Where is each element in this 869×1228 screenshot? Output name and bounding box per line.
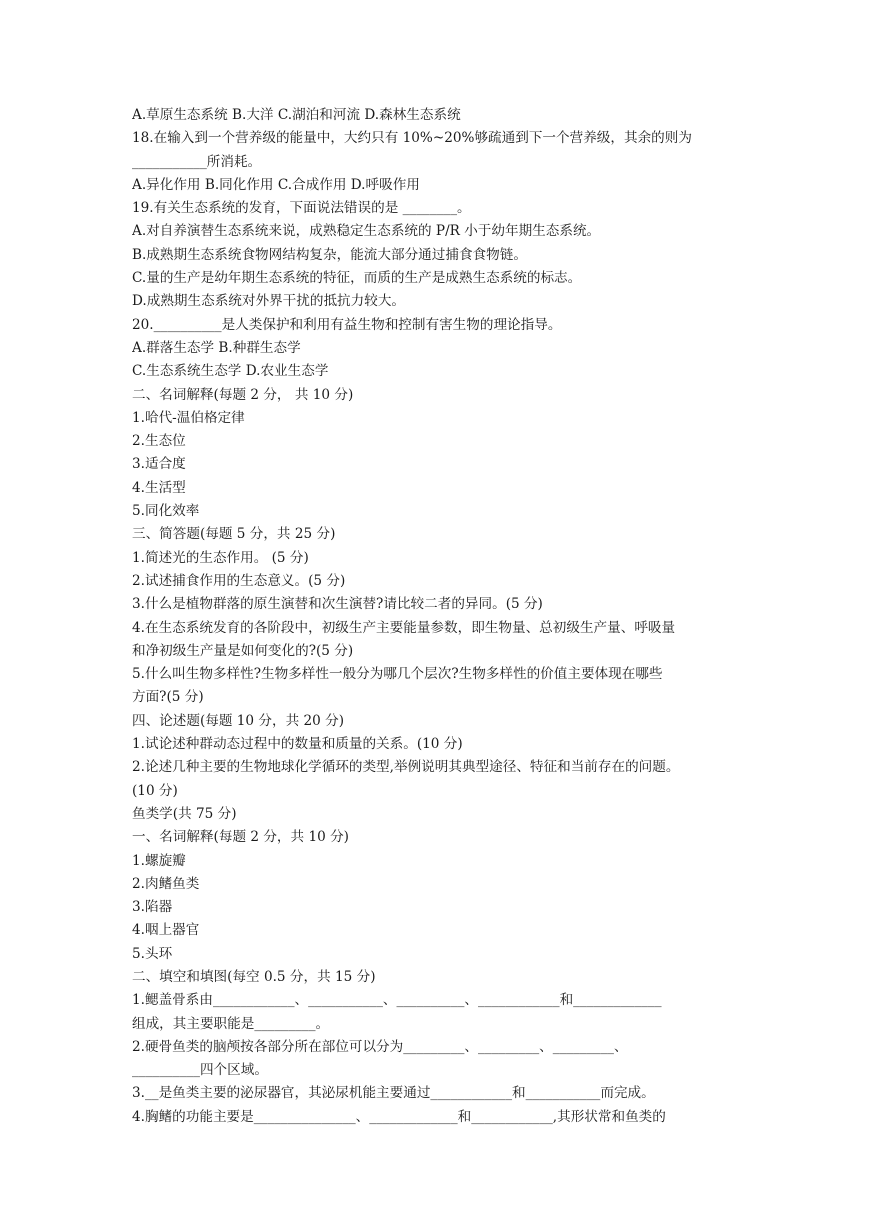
document-page — [132, 104, 740, 1129]
section-heading: 二、名词解释(每题 2 分， 共 10 分) — [132, 386, 354, 403]
text-line: 2.肉鳍鱼类 — [132, 875, 200, 892]
text-line: 2.硬骨鱼类的脑颅按各部分所在部位可以分为_________、_________、_________、 — [132, 1038, 628, 1055]
text-line: 3.什么是植物群落的原生演替和次生演替?请比较二者的异同。(5 分) — [132, 596, 543, 613]
text-line: 4.生活型 — [132, 479, 186, 496]
text-line: 1.螺旋瓣 — [132, 852, 186, 869]
section-heading: 一、名词解释(每题 2 分，共 10 分) — [132, 829, 349, 846]
text-line: (10 分) — [132, 782, 178, 799]
text-line: B.成熟期生态系统食物网结构复杂，能流大部分通过捕食食物链。 — [132, 246, 527, 263]
text-line: 5.同化效率 — [132, 503, 200, 520]
text-line: 2.生态位 — [132, 433, 186, 450]
text-line: 1.哈代-温伯格定律 — [132, 409, 245, 426]
text-line: 组成，其主要职能是_________。 — [132, 1015, 330, 1032]
question-19: 19.有关生态系统的发育，下面说法错误的是 ________。 — [132, 200, 471, 217]
text-line: 5.头环 — [132, 945, 173, 962]
section-heading: 二、填空和填图(每空 0.5 分，共 15 分) — [132, 968, 376, 985]
question-20: 20.__________是人类保护和利用有益生物和控制有害生物的理论指导。 — [132, 316, 562, 333]
text-line: A.群落生态学 B.种群生态学 — [132, 339, 301, 356]
text-line: 4.在生态系统发育的各阶段中，初级生产主要能量参数，即生物量、总初级生产量、呼吸量 — [132, 619, 676, 636]
text-line: D.成熟期生态系统对外界干扰的抵抗力较大。 — [132, 293, 406, 310]
text-line: ___________所消耗。 — [132, 153, 262, 170]
subject-heading: 鱼类学(共 75 分) — [132, 805, 237, 822]
text-line: 2.论述几种主要的生物地球化学循环的类型,举例说明其典型途径、特征和当前存在的问题。 — [132, 759, 680, 776]
text-line: 方面?(5 分) — [132, 689, 204, 706]
text-line: A.对自养演替生态系统来说，成熟稳定生态系统的 P/R 小于幼年期生态系统。 — [132, 223, 601, 240]
text-line: 5.什么叫生物多样性?生物多样性一般分为哪几个层次?生物多样性的价值主要体现在哪些 — [132, 666, 663, 683]
text-line: A.异化作用 B.同化作用 C.合成作用 D.呼吸作用 — [132, 176, 420, 193]
question-18: 18.在输入到一个营养级的能量中，大约只有 10%~20%够疏通到下一个营养级，其余的则为 — [132, 130, 692, 147]
section-heading: 三、简答题(每题 5 分，共 25 分) — [132, 526, 336, 543]
text-line: 和净初级生产量是如何变化的?(5 分) — [132, 642, 354, 659]
text-line: 3.适合度 — [132, 456, 186, 473]
text-line: A.草原生态系统 B.大洋 C.湖泊和河流 D.森林生态系统 — [132, 107, 461, 123]
section-heading: 四、论述题(每题 10 分，共 20 分) — [132, 712, 345, 729]
text-line: 4.咽上器官 — [132, 922, 200, 939]
text-line: 1.简述光的生态作用。 (5 分) — [132, 549, 309, 566]
text-line: 3.陷器 — [132, 899, 173, 916]
text-line: 1.试论述种群动态过程中的数量和质量的关系。(10 分) — [132, 736, 463, 753]
text-line: 1.鳃盖骨系由____________、___________、__________、____________和_____________ — [132, 992, 662, 1009]
text-line: 2.试述捕食作用的生态意义。(5 分) — [132, 572, 346, 589]
text-line: C.量的生产是幼年期生态系统的特征，而质的生产是成熟生态系统的标志。 — [132, 270, 582, 287]
text-line: 3.__是鱼类主要的泌尿器官，其泌尿机能主要通过____________和___________而完成。 — [132, 1085, 655, 1102]
text-line: C.生态系统生态学 D.农业生态学 — [132, 363, 329, 380]
text-line: 4.胸鳍的功能主要是_______________、_____________和____________,其形状常和鱼类的 — [132, 1108, 666, 1125]
text-line: __________四个区域。 — [132, 1062, 268, 1079]
